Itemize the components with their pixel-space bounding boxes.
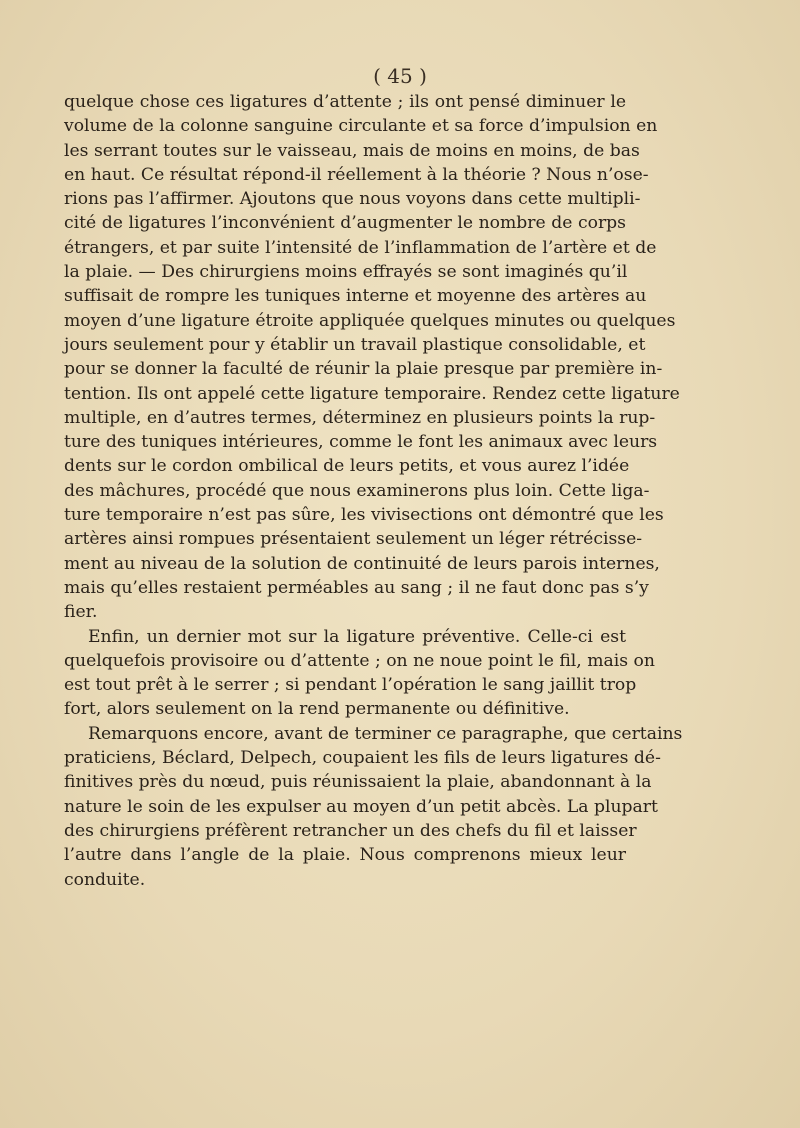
text-line: ment au niveau de la solution de continuité de leurs parois internes, — [64, 553, 660, 574]
text-line: étrangers, et par suite l’intensité de l’inflammation de l’artère et de — [64, 237, 657, 258]
text-line: la plaie. — Des chirurgiens moins effrayés se sont imaginés qu’il — [64, 262, 628, 283]
text-line: quelquefois provisoire ou d’attente ; on ne noue point le fil, mais on — [64, 650, 655, 671]
text-line: ture des tuniques intérieures, comme le font les animaux avec leurs — [64, 432, 658, 453]
text-line: dents sur le cordon ombilical de leurs petits, et vous aurez l’idée — [64, 456, 630, 477]
text-line: tention. Ils ont appelé cette ligature temporaire. Rendez cette ligature — [64, 383, 680, 404]
text-line: pour se donner la faculté de réunir la plaie presque par première in- — [64, 359, 663, 380]
text-line: moyen d’une ligature étroite appliquée quelques minutes ou quelques — [64, 310, 676, 331]
text-line: en haut. Ce résultat répond-il réellement à la théorie ? Nous n’ose- — [64, 164, 649, 185]
text-line: quelque chose ces ligatures d’attente ; ils ont pensé diminuer le — [64, 92, 626, 112]
text-line: mais qu’elles restaient perméables au sang ; il ne faut donc pas s’y — [64, 577, 649, 598]
text-line: des mâchures, procédé que nous examinerons plus loin. Cette liga- — [64, 480, 650, 501]
text-line: artères ainsi rompues présentaient seulement un léger rétrécisse- — [64, 529, 643, 550]
text-line: suffisait de rompre les tuniques interne et moyenne des artères au — [64, 286, 647, 307]
paragraph — [64, 625, 655, 722]
text-line: jours seulement pour y établir un travail plastique consolidable, et — [64, 334, 646, 355]
text-line: Enfin, un dernier mot sur la ligature préventive. Celle-ci est — [88, 626, 626, 647]
page-number: ( 45 ) — [373, 64, 427, 88]
text-line: cité de ligatures l’inconvénient d’augmenter le nombre de corps — [64, 213, 626, 234]
text-line: conduite. — [64, 869, 146, 890]
text-line: fier. — [64, 602, 98, 623]
text-line: multiple, en d’autres termes, déterminez en plusieurs points la rup- — [64, 407, 656, 428]
body-text — [64, 90, 683, 892]
text-line: l’autre dans l’angle de la plaie. Nous comprenons mieux leur — [64, 845, 626, 866]
text-line: nature le soin de les expulser au moyen d’un petit abcès. La plupart — [64, 796, 658, 817]
text-line: ture temporaire n’est pas sûre, les vivisections ont démontré que les — [64, 505, 664, 526]
text-line: fort, alors seulement on la rend permanente ou définitive. — [64, 699, 570, 720]
text-line: est tout prêt à le serrer ; si pendant l’opération le sang jaillit trop — [64, 675, 637, 696]
text-line: des chirurgiens préfèrent retrancher un des chefs du fil et laisser — [64, 820, 637, 841]
text-line: finitives près du nœud, puis réunissaient la plaie, abandonnant à la — [64, 772, 652, 793]
text-line: praticiens, Béclard, Delpech, coupaient les fils de leurs ligatures dé- — [64, 748, 661, 769]
paragraph — [64, 722, 683, 892]
text-line: Remarquons encore, avant de terminer ce paragraphe, que certains — [88, 723, 683, 744]
text-line: les serrant toutes sur le vaisseau, mais de moins en moins, de bas — [64, 140, 640, 161]
paragraph — [64, 90, 680, 625]
text-line: rions pas l’affirmer. Ajoutons que nous voyons dans cette multipli- — [64, 189, 641, 210]
text-line: volume de la colonne sanguine circulante et sa force d’impulsion en — [64, 116, 658, 137]
